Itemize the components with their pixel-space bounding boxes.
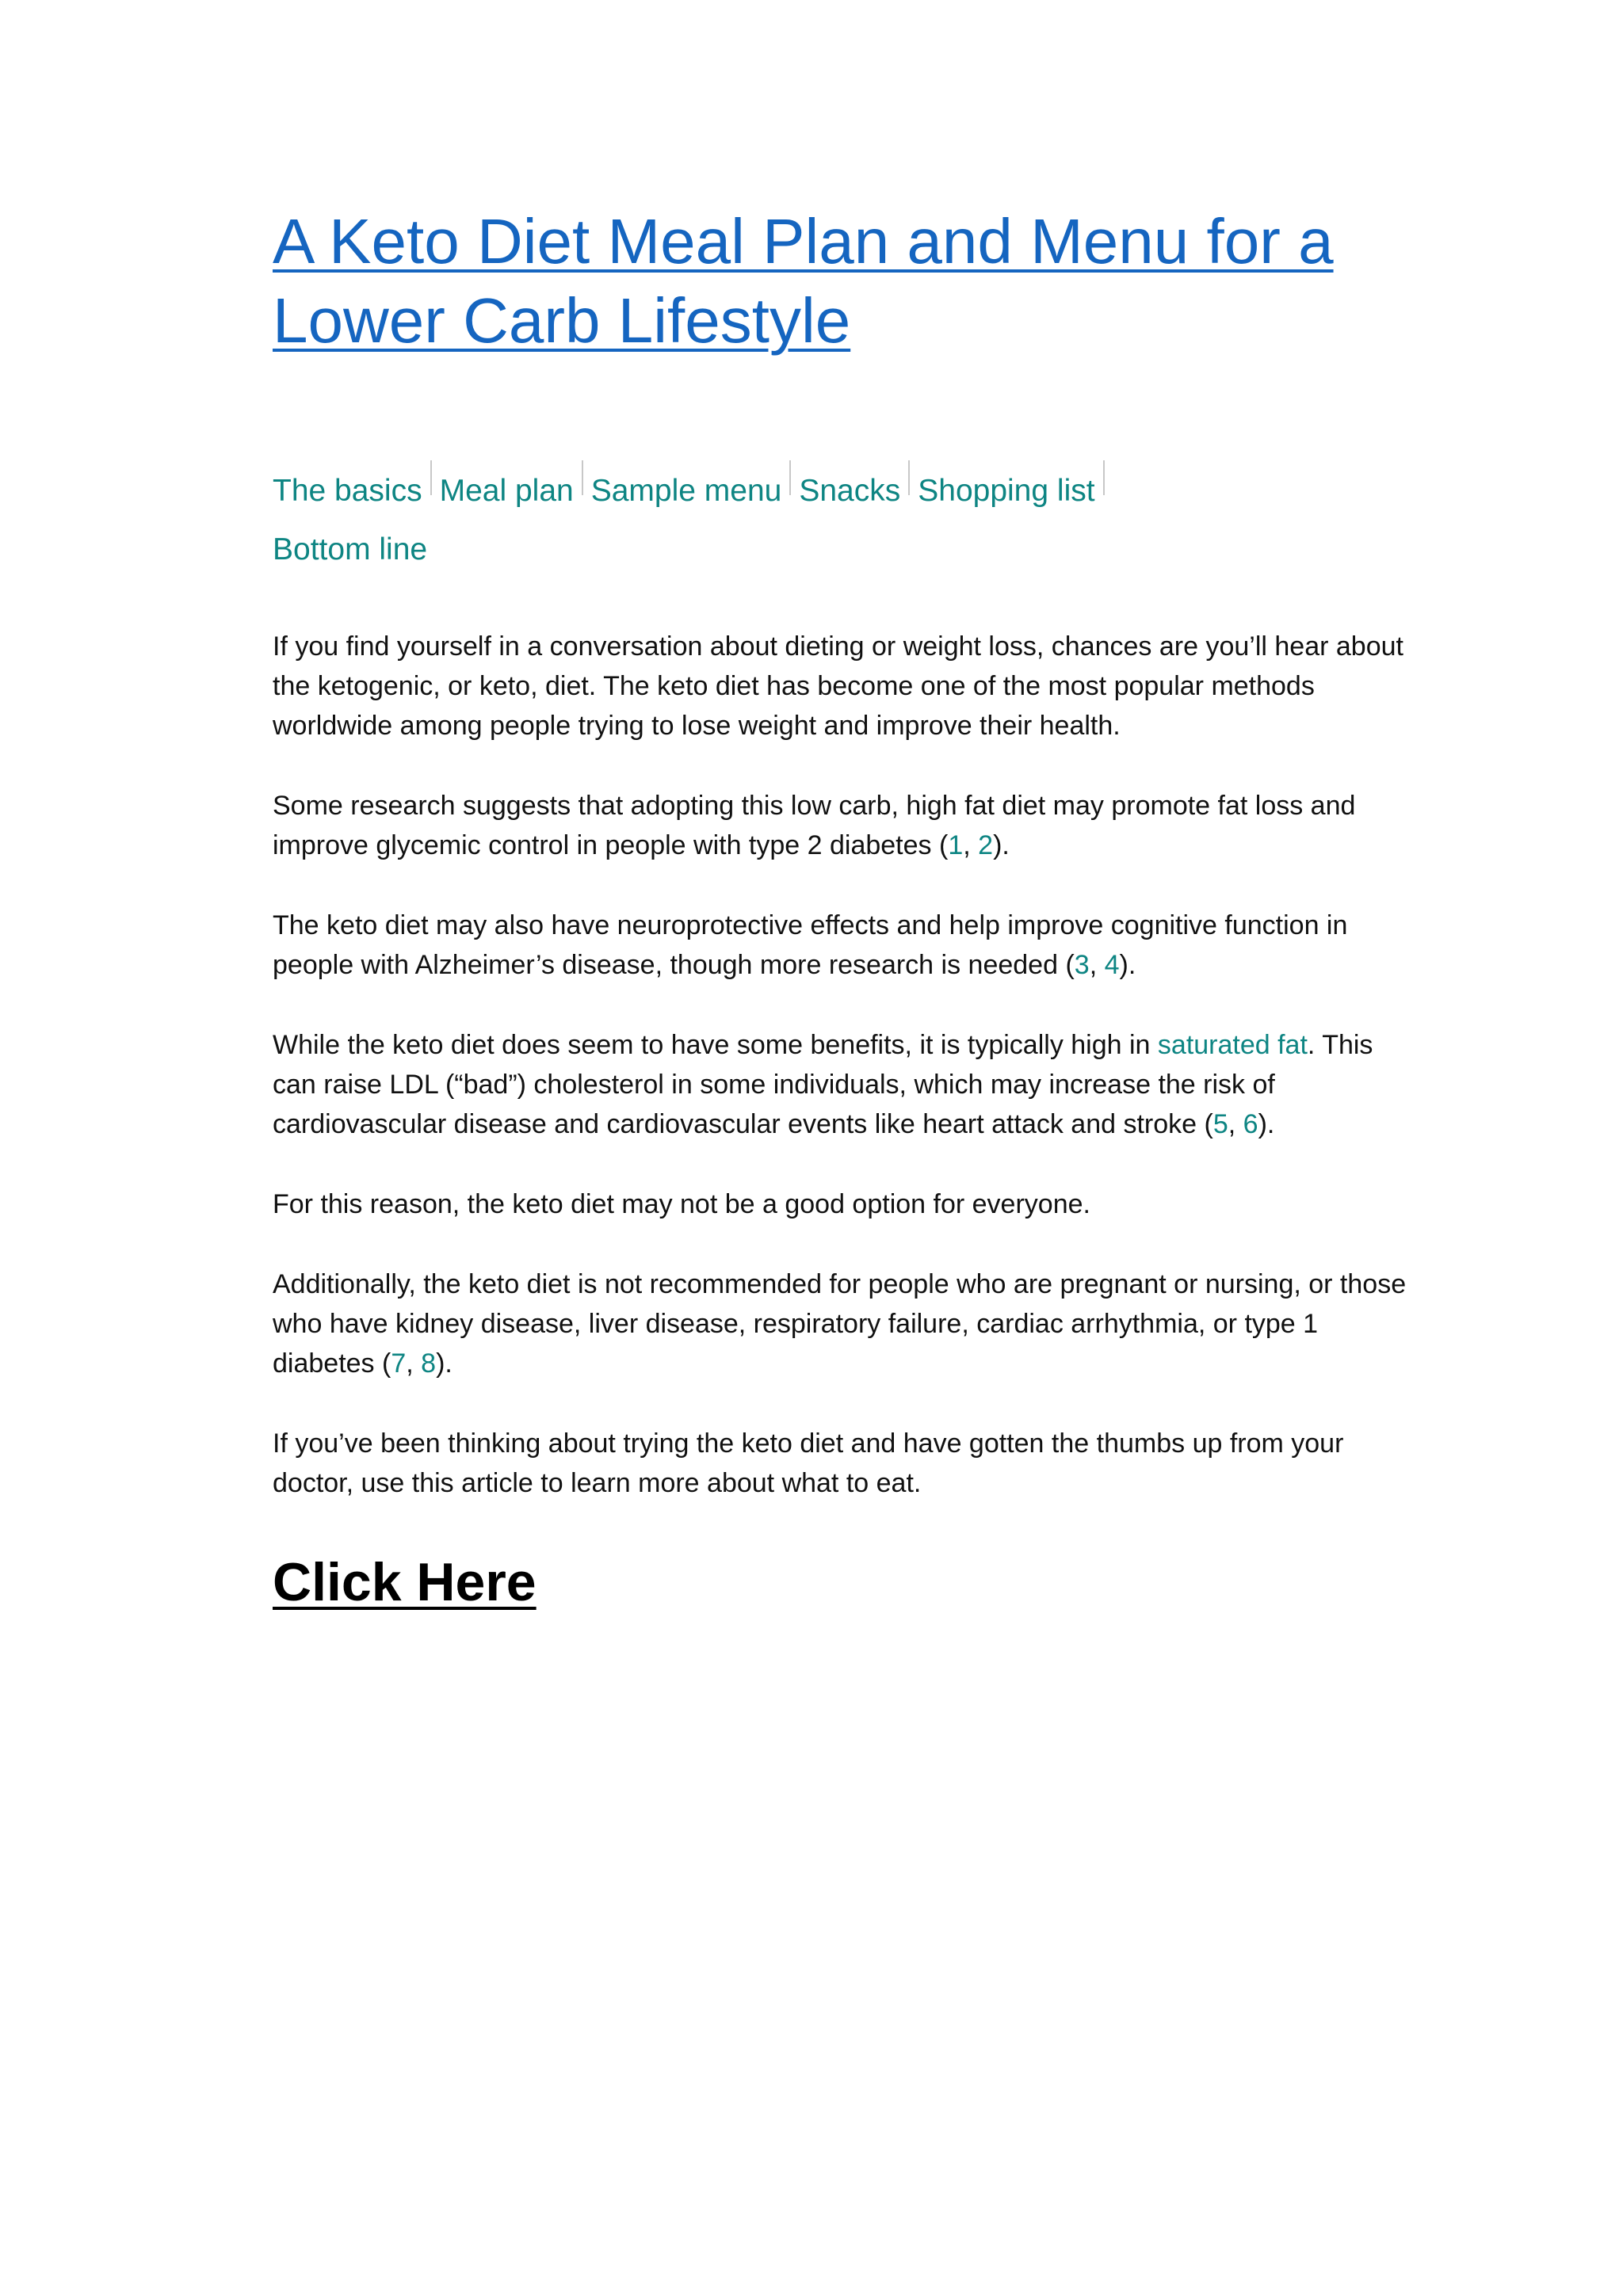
- paragraph-closing: [273, 1424, 1414, 1503]
- toc-separator: [430, 460, 432, 495]
- paragraph-not-for-everyone: [273, 1184, 1414, 1224]
- paragraph-text: For this reason, the keto diet may not be a good option for everyone.: [273, 1189, 1090, 1219]
- paragraph-text: While the keto diet does seem to have some benefits, it is typically high in: [273, 1030, 1158, 1060]
- paragraph-saturated-fat: [273, 1025, 1414, 1144]
- paragraph-text: Additionally, the keto diet is not recommended for people who are pregnant or nursing, or those who have kidney disease, liver disease, respiratory failure, cardiac arrhythmia, or type 1 diabetes (: [273, 1269, 1407, 1379]
- paragraph-neuroprotective: [273, 906, 1414, 985]
- toc-link-bottom-line[interactable]: Bottom line: [273, 532, 428, 566]
- paragraph-text: If you find yourself in a conversation about dieting or weight loss, chances are you’ll hear about the ketogenic, or keto, diet. The keto diet has become one of the most popular methods worldwide among people trying to lose weight and improve their health.: [273, 631, 1403, 741]
- paragraph-text: Some research suggests that adopting this low carb, high fat diet may promote fat loss and improve glycemic control in people with type 2 diabetes (: [273, 791, 1356, 860]
- paragraph-text: The keto diet may also have neuroprotective effects and help improve cognitive function in people with Alzheimer’s disease, though more research is needed (: [273, 910, 1348, 980]
- table-of-contents: [273, 462, 1414, 579]
- citation-link-3[interactable]: 3: [1074, 950, 1090, 980]
- citation-link-6[interactable]: 6: [1243, 1109, 1258, 1139]
- citation-separator: ,: [1228, 1109, 1243, 1139]
- paragraph-text: ).: [1119, 950, 1136, 980]
- toc-separator: [789, 460, 791, 495]
- citation-link-7[interactable]: 7: [391, 1348, 407, 1379]
- saturated-fat-link[interactable]: saturated fat: [1157, 1030, 1308, 1060]
- citation-link-5[interactable]: 5: [1212, 1109, 1228, 1139]
- citation-link-1[interactable]: 1: [948, 830, 964, 860]
- citation-link-2[interactable]: 2: [978, 830, 994, 860]
- citation-separator: ,: [406, 1348, 422, 1379]
- toc-link-basics[interactable]: The basics: [273, 474, 422, 508]
- paragraph-text: ).: [436, 1348, 453, 1379]
- article: [273, 202, 1414, 1616]
- paragraph-intro: [273, 627, 1414, 746]
- paragraph-not-recommended: [273, 1264, 1414, 1383]
- article-body: [273, 627, 1414, 1503]
- toc-separator: [582, 460, 583, 495]
- toc-link-shopping-list[interactable]: Shopping list: [918, 474, 1095, 508]
- citation-link-4[interactable]: 4: [1104, 950, 1120, 980]
- paragraph-text: ).: [1258, 1109, 1275, 1139]
- paragraph-text: If you’ve been thinking about trying the keto diet and have gotten the thumbs up from your doctor, use this article to learn more about what to eat.: [273, 1428, 1344, 1498]
- citation-separator: ,: [963, 830, 979, 860]
- toc-separator: [1103, 460, 1105, 495]
- paragraph-text: . This can raise LDL (“bad”) cholesterol in some individuals, which may increase the risk of cardiovascular disease and cardiovascular events like heart attack and stroke (: [273, 1030, 1373, 1139]
- citation-separator: ,: [1089, 950, 1105, 980]
- toc-link-snacks[interactable]: Snacks: [799, 474, 901, 508]
- toc-row: [273, 462, 1414, 521]
- toc-link-sample-menu[interactable]: Sample menu: [590, 474, 782, 508]
- toc-separator: [908, 460, 910, 495]
- citation-link-8[interactable]: 8: [421, 1348, 437, 1379]
- paragraph-research: [273, 786, 1414, 865]
- toc-row: [273, 521, 1414, 579]
- article-title-link[interactable]: A Keto Diet Meal Plan and Menu for a Lower Carb Lifestyle: [273, 206, 1334, 356]
- click-here-link[interactable]: Click Here: [273, 1552, 537, 1612]
- toc-link-meal-plan[interactable]: Meal plan: [439, 474, 574, 508]
- paragraph-text: ).: [993, 830, 1010, 860]
